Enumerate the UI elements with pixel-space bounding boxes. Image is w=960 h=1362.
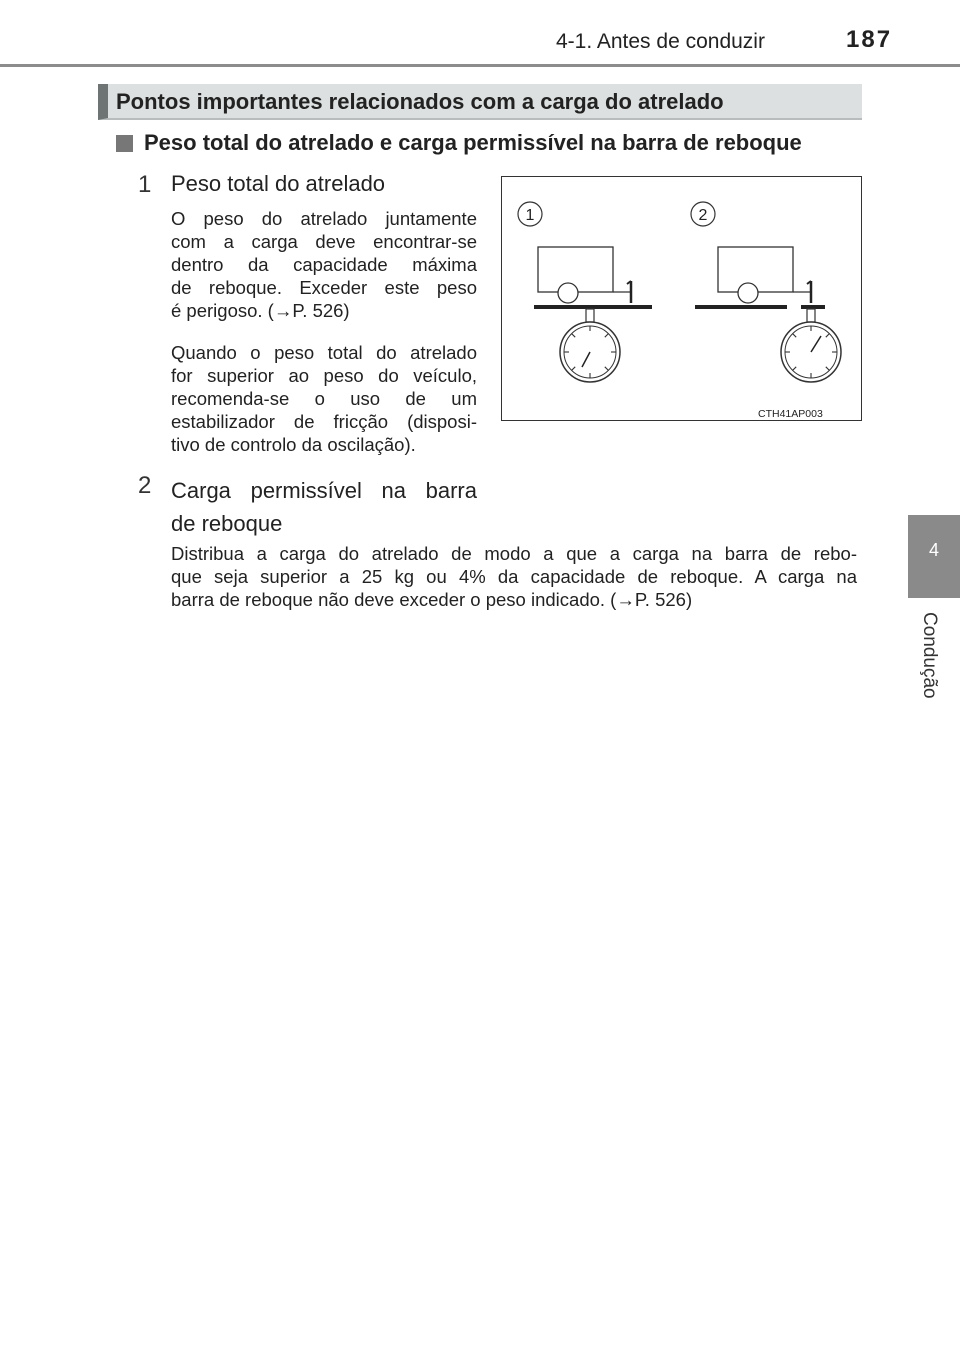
page-number: 187 bbox=[846, 26, 893, 53]
figure-label-1: 1 bbox=[525, 207, 535, 224]
text-line: que seja superior a 25 kg ou 4% da capacidade de reboque. A carga na bbox=[171, 566, 857, 587]
text-line: for superior ao peso do veículo, bbox=[171, 365, 477, 386]
item-number-2: 2 bbox=[138, 472, 152, 499]
text-line: é perigoso. (→P. 526) bbox=[171, 300, 350, 321]
subsection-title: Peso total do atrelado e carga permissível na barra de reboque bbox=[144, 130, 802, 155]
square-bullet-icon bbox=[116, 135, 133, 152]
header-rule bbox=[0, 64, 960, 67]
chapter-number: 4 bbox=[928, 540, 939, 560]
paragraph-stabilizer bbox=[171, 341, 477, 456]
text-line: com a carga deve encontrar-se bbox=[171, 231, 477, 252]
paragraph-trailer-weight bbox=[171, 207, 477, 322]
trailer-weight-illustration bbox=[501, 176, 862, 421]
text-line: Distribua a carga do atrelado de modo a que a carga na barra de rebo- bbox=[171, 543, 857, 564]
text-line: estabilizador de fricção (disposi- bbox=[171, 411, 477, 432]
running-header-section: 4-1. Antes de conduzir bbox=[556, 30, 765, 53]
item-title-2 bbox=[171, 474, 477, 540]
text-line: de reboque. Exceder este peso bbox=[171, 277, 477, 298]
section-banner-title: Pontos importantes relacionados com a carga do atrelado bbox=[116, 89, 724, 114]
text-line: dentro da capacidade máxima bbox=[171, 254, 477, 275]
text-line: recomenda-se o uso de um bbox=[171, 388, 477, 409]
paragraph-tongue-load bbox=[171, 542, 857, 611]
text-line: barra de reboque não deve exceder o peso indicado. (→P. 526) bbox=[171, 589, 693, 610]
text-line: tivo de controlo da oscilação). bbox=[171, 434, 416, 455]
text-line: Quando o peso total do atrelado bbox=[171, 342, 477, 363]
title-line: Carga permissível na barra bbox=[171, 478, 477, 503]
item-number-1: 1 bbox=[138, 171, 152, 198]
item-title-1: Peso total do atrelado bbox=[171, 171, 386, 196]
figure-code: CTH41AP003 bbox=[758, 408, 823, 420]
figure-label-2: 2 bbox=[698, 207, 708, 224]
chapter-title: Condução bbox=[919, 612, 940, 699]
text-line: O peso do atrelado juntamente bbox=[171, 208, 477, 229]
title-line: de reboque bbox=[171, 511, 283, 536]
